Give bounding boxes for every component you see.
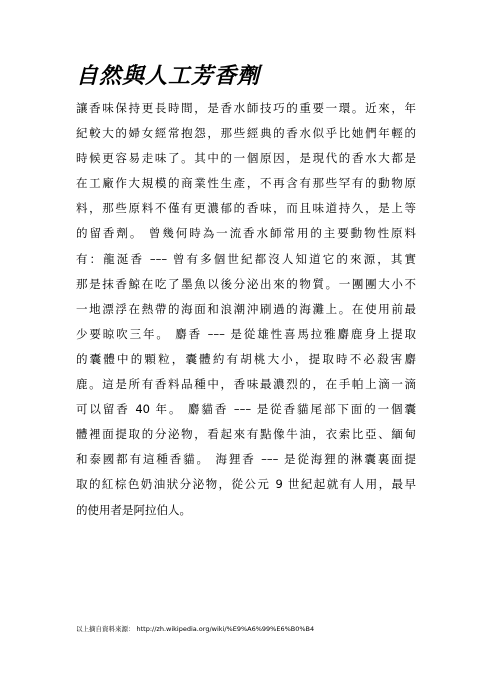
body-line: 的留香劑。 曾幾何時為一流香水師常用的主要動物性原料: [76, 226, 416, 241]
source-label: 以上摘自資料來源：: [76, 625, 135, 633]
body-line: 那是抹香鯨在吃了墨魚以後分泌出來的物質。一團團大小不: [76, 276, 416, 291]
body-line: 的囊體中的顆粒，囊體約有胡桃大小，提取時不必殺害麝: [76, 351, 416, 366]
body-line: 料，那些原料不僅有更濃郁的香味，而且味道持久，是上等: [76, 201, 416, 216]
document-title: 自然與人工芳香劑: [76, 64, 261, 89]
body-line: 在工廠作大規模的商業性生產，不再含有那些罕有的動物原: [76, 176, 416, 191]
source-link[interactable]: http://zh.wikipedia.org/wiki/%E9%A6%99%E6%B0%B4: [136, 625, 315, 633]
body-line: 鹿。這是所有香料品種中，香味最濃烈的，在手帕上滴一滴: [76, 377, 416, 392]
body-line: 取的紅棕色奶油狀分泌物，從公元 9 世紀起就有人用，最早: [76, 477, 416, 492]
body-line: 一地漂浮在熱帶的海面和浪潮沖刷過的海灘上。在使用前最: [76, 301, 416, 316]
body-line: 紀較大的婦女經常抱怨，那些經典的香水似乎比她們年輕的: [76, 126, 416, 141]
body-line: 和泰國都有這種香貓。 海狸香 ––– 是從海狸的淋囊裏面提: [76, 452, 416, 467]
body-line: 可以留香 40 年。 麝貓香 ––– 是從香貓尾部下面的一個囊: [76, 402, 416, 417]
body-line: 時候更容易走味了。其中的一個原因，是現代的香水大都是: [76, 151, 416, 166]
body-line: 讓香味保持更長時間，是香水師技巧的重要一環。近來，年: [76, 101, 416, 115]
source-note: [76, 624, 314, 634]
body-line: 體裡面提取的分泌物，看起來有點像牛油，衣索比亞、緬甸: [76, 427, 416, 442]
body-line: 少要晾吹三年。 麝香 ––– 是從雄性喜馬拉雅麝鹿身上提取: [76, 326, 416, 341]
document-body: [76, 96, 416, 523]
body-line: 的使用者是阿拉伯人。: [76, 502, 191, 517]
body-line: 有：龍涎香 ––– 曾有多個世紀都沒人知道它的來源，其實: [76, 251, 416, 266]
